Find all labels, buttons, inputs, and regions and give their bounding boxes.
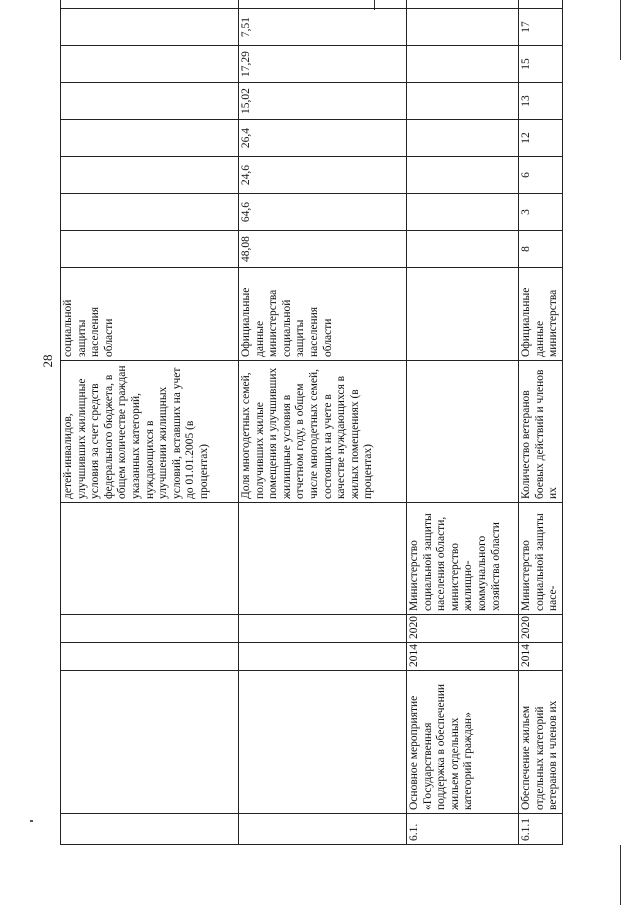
cell-value [61, 120, 239, 157]
cell-value [407, 46, 519, 83]
cell-value: 15,02 [239, 83, 407, 120]
cell-end [239, 615, 407, 643]
cell-end: 2020 [519, 615, 563, 643]
cell-value [407, 157, 519, 194]
cell-value: 48,08 [239, 231, 407, 268]
pen-mark [30, 820, 33, 822]
cell-executor: Министерство социальной защиты насе- [519, 503, 563, 615]
cell-value [519, 0, 563, 9]
cell-start [239, 643, 407, 671]
cell-value: 13 [519, 83, 563, 120]
page-number: 28 [40, 354, 55, 368]
cell-source: социальной защиты населения области [61, 268, 239, 361]
cell-start: 2014 [407, 643, 519, 671]
cell-value: 24,6 [239, 157, 407, 194]
cell-value: 7,51 [239, 9, 407, 46]
cell-value: 64,6 [239, 194, 407, 231]
cell-value [407, 120, 519, 157]
cell-executor: Министерство социальной защиты населения области, министерство жилищно-коммунального хозяйства области [407, 503, 519, 615]
program-table [60, 0, 563, 845]
cell-value: 26,4 [239, 120, 407, 157]
cell-value [407, 194, 519, 231]
cell-num: 6.1. [407, 814, 519, 845]
cell-value [407, 9, 519, 46]
cell-value [61, 9, 239, 46]
cell-value: 17,29 [239, 46, 407, 83]
cell-value [407, 83, 519, 120]
cell-value: 15 [519, 46, 563, 83]
cell-executor [239, 503, 407, 615]
cell-num [239, 814, 407, 845]
table-row [407, 0, 519, 845]
cell-value [61, 0, 239, 9]
table-row [519, 0, 563, 845]
cell-value: 6 [519, 157, 563, 194]
cell-name: Основное мероприятие «Государственная поддержка в обеспечении жильем отдельных категорий граждан» [407, 671, 519, 814]
cell-value: 12 [519, 120, 563, 157]
cell-name [61, 671, 239, 814]
cell-indicator: детей-инвалидов, улучшивших жилищные условия за счет средств федерального бюджета, в общем количестве граждан указанных категорий, нуждающихся в улучшении жилищных условий, вставших на учет до 01.01.2005 (в процентах) [61, 361, 239, 503]
cell-indicator: Количество ветеранов боевых действий и членов их [519, 361, 563, 503]
cell-value [239, 0, 407, 9]
cell-value [61, 83, 239, 120]
rotated-table-area [60, 0, 560, 845]
cell-value [61, 231, 239, 268]
cell-name [239, 671, 407, 814]
cell-value: 17 [519, 9, 563, 46]
cell-source: Официальные данные министерства социальной защиты населения области [239, 268, 407, 361]
cell-name: Обеспечение жильем отдельных категорий ветеранов и членов их [519, 671, 563, 814]
cell-indicator: Доля многодетных семей, получивших жилые помещения и улучшивших жилищные условия в отчетном году, в общем числе многодетных семей, состоящих на учете в качестве нуждающихся в жилых помещениях (в процентах) [239, 361, 407, 503]
cell-num: 6.1.1 [519, 814, 563, 845]
cell-end: 2020 [407, 615, 519, 643]
cell-value [61, 46, 239, 83]
cell-value [407, 0, 519, 9]
margin-line [620, 0, 621, 60]
cell-indicator [407, 361, 519, 503]
cell-value: 8 [519, 231, 563, 268]
cell-value [61, 157, 239, 194]
cell-value: 3 [519, 194, 563, 231]
table-row [239, 0, 407, 845]
cell-num [61, 814, 239, 845]
cell-value [61, 194, 239, 231]
cell-start [61, 643, 239, 671]
cell-start: 2014 [519, 643, 563, 671]
margin-line [620, 845, 621, 905]
cell-executor [61, 503, 239, 615]
cell-end [61, 615, 239, 643]
table-row [61, 0, 239, 845]
cell-value [407, 231, 519, 268]
cell-source [407, 268, 519, 361]
cell-source: Официальные данные министерства [519, 268, 563, 361]
